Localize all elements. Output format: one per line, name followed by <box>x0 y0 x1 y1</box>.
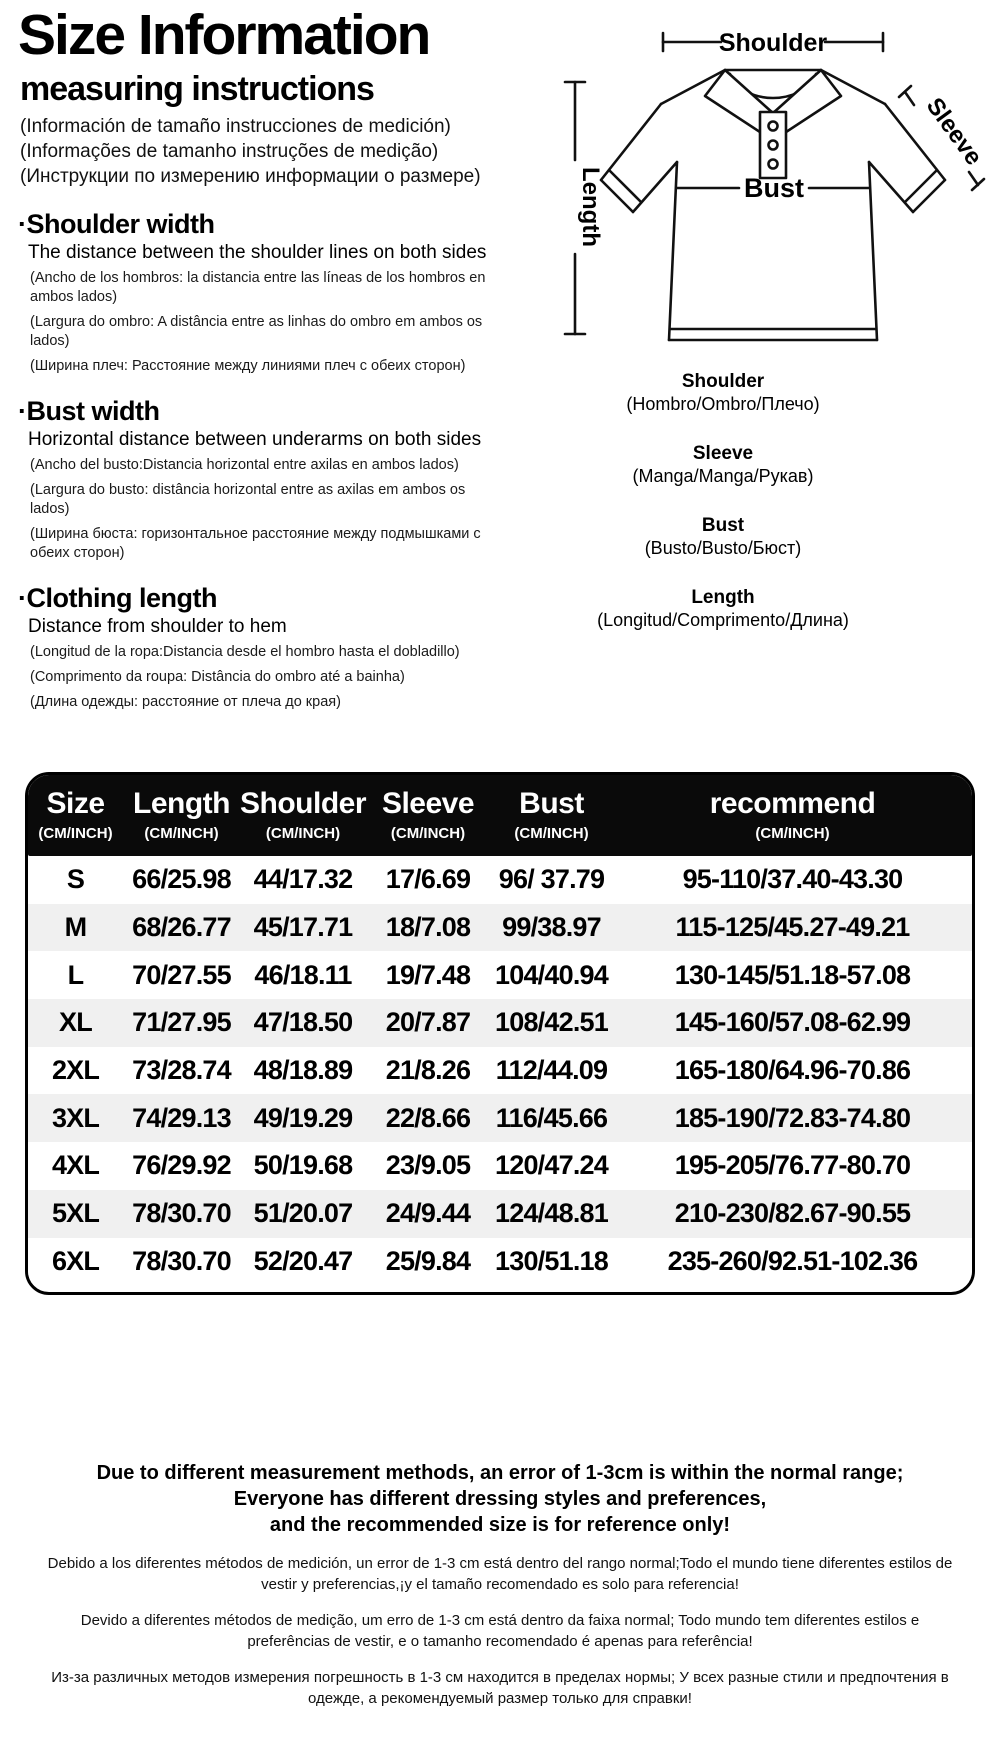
cell-size: 4XL <box>51 1150 100 1181</box>
header-label: Size <box>46 787 105 820</box>
cell-bust: 116/45.66 <box>495 1102 608 1133</box>
table-row-5xl <box>28 1190 972 1238</box>
header-cell-sleeve <box>366 786 490 843</box>
table-row-xl <box>28 999 972 1047</box>
table-row-4xl <box>28 1142 972 1190</box>
section-translation-es: (Longitud de la ropa:Distancia desde el hombro hasta el dobladillo) <box>30 644 460 660</box>
cell-sleeve: 19/7.48 <box>385 959 471 990</box>
header-label: Sleeve <box>381 787 475 820</box>
section-bust-width <box>18 396 542 563</box>
cell-recommend: 235-260/92.51-102.36 <box>667 1245 918 1276</box>
cell-size: 6XL <box>51 1245 100 1276</box>
instructions-column <box>18 4 542 718</box>
cell-sleeve: 18/7.08 <box>385 912 471 943</box>
note-english-line: and the recommended size is for reference only! <box>269 1514 731 1536</box>
header-cell-bust <box>490 786 613 843</box>
table-header <box>28 775 972 856</box>
cell-recommend: 145-160/57.08-62.99 <box>674 1007 911 1038</box>
cell-size: 5XL <box>51 1198 100 1229</box>
page-subtitle: measuring instructions <box>20 70 374 108</box>
diagram-length-label: Length <box>577 167 604 247</box>
cell-bust: 124/48.81 <box>495 1198 608 1229</box>
cell-bust: 112/44.09 <box>495 1055 608 1086</box>
legend-item-translations: (Manga/Manga/Рукав) <box>632 466 814 486</box>
page-title: Size Information <box>18 3 430 67</box>
polo-shirt-diagram <box>553 12 995 352</box>
table-row-2xl <box>28 1047 972 1095</box>
cell-size: M <box>64 912 87 943</box>
section-translation-ru: (Ширина плеч: Расстояние между линиями плеч с обеих сторон) <box>30 358 466 374</box>
section-description: The distance between the shoulder lines on both sides <box>28 242 487 263</box>
subtitle-translations <box>20 114 542 189</box>
diagram-column <box>553 12 995 658</box>
cell-bust: 130/51.18 <box>495 1245 608 1276</box>
diagram-bust-label: Bust <box>744 173 804 203</box>
header-unit-label: (CM/INCH) <box>265 825 341 842</box>
cell-sleeve: 23/9.05 <box>385 1150 471 1181</box>
table-row-3xl <box>28 1094 972 1142</box>
cell-bust: 120/47.24 <box>495 1150 608 1181</box>
section-translation-pt: (Comprimento da roupa: Distância do ombro até a bainha) <box>30 669 405 685</box>
header-label: Shoulder <box>240 787 367 820</box>
section-description: Horizontal distance between underarms on both sides <box>28 429 482 450</box>
cell-sleeve: 17/6.69 <box>385 864 471 895</box>
cell-recommend: 130-145/51.18-57.08 <box>674 959 911 990</box>
cell-length: 78/30.70 <box>132 1245 231 1276</box>
header-unit-label: (CM/INCH) <box>390 825 466 842</box>
section-title: ·Shoulder width <box>18 209 215 239</box>
header-unit-label: (CM/INCH) <box>755 825 830 842</box>
legend-item-name: Sleeve <box>692 443 754 464</box>
table-row-l <box>28 951 972 999</box>
header-cell-shoulder <box>240 786 366 843</box>
cell-sleeve: 20/7.87 <box>385 1007 471 1038</box>
legend-item-length <box>553 586 893 631</box>
cell-size: 3XL <box>51 1102 100 1133</box>
cell-length: 71/27.95 <box>132 1007 231 1038</box>
header-unit-label: (CM/INCH) <box>144 825 219 842</box>
cell-shoulder: 44/17.32 <box>253 864 353 895</box>
cell-shoulder: 45/17.71 <box>253 912 353 943</box>
cell-size: 2XL <box>51 1055 100 1086</box>
cell-recommend: 95-110/37.40-43.30 <box>682 864 903 895</box>
section-translation-es: (Ancho de los hombros: la distancia entre las líneas de los hombros en ambos lados) <box>30 270 486 305</box>
cell-size: S <box>66 864 85 895</box>
subtitle-translation-es: (Información de tamaño instrucciones de medición) <box>20 116 451 137</box>
section-title: ·Bust width <box>18 396 160 426</box>
section-description: Distance from shoulder to hem <box>28 616 287 637</box>
cell-recommend: 115-125/45.27-49.21 <box>675 912 910 943</box>
cell-recommend: 195-205/76.77-80.70 <box>674 1150 911 1181</box>
header-cell-size <box>28 786 123 843</box>
cell-sleeve: 22/8.66 <box>385 1102 471 1133</box>
legend-item-translations: (Busto/Busto/Бюст) <box>644 538 802 558</box>
legend-item-translations: (Longitud/Comprimento/Длина) <box>597 610 849 630</box>
cell-length: 76/29.92 <box>132 1150 231 1181</box>
cell-shoulder: 50/19.68 <box>253 1150 353 1181</box>
cell-size: XL <box>59 1007 92 1038</box>
header-unit-label: (CM/INCH) <box>514 825 589 842</box>
cell-length: 66/25.98 <box>132 864 231 895</box>
cell-length: 70/27.55 <box>132 959 231 990</box>
legend-item-translations: (Hombro/Ombro/Плечо) <box>626 394 820 414</box>
cell-length: 73/28.74 <box>132 1055 231 1086</box>
section-translation-es: (Ancho del busto:Distancia horizontal entre axilas en ambos lados) <box>30 457 459 473</box>
section-translation-pt: (Largura do busto: distância horizontal entre as axilas em ambos os lados) <box>30 482 466 517</box>
cell-shoulder: 51/20.07 <box>253 1198 353 1229</box>
note-english <box>0 1460 1000 1538</box>
footer-notes <box>0 1460 1000 1709</box>
header-unit-label: (CM/INCH) <box>38 825 113 842</box>
measurement-legend <box>553 370 893 631</box>
diagram-sleeve-label: Sleeve <box>920 92 988 171</box>
cell-shoulder: 52/20.47 <box>253 1245 353 1276</box>
note-spanish: Debido a los diferentes métodos de medición, un error de 1-3 cm está dentro del rango normal;Todo el mundo tiene diferentes estilos de vestir y preferencias,¡y el tamaño recomendado es solo para referencia! <box>47 1555 953 1593</box>
note-english-line: Due to different measurement methods, an error of 1-3cm is within the normal range; <box>96 1462 904 1484</box>
note-english-line: Everyone has different dressing styles and preferences, <box>233 1488 767 1510</box>
note-russian: Из-за различных методов измерения погрешность в 1-3 см находится в пределах нормы; У всех разные стили и предпочтения в одежде, а рекомендуемый размер только для справки! <box>51 1669 949 1707</box>
cell-recommend: 165-180/64.96-70.86 <box>674 1055 911 1086</box>
subtitle-translation-pt: (Informações de tamanho instruções de medição) <box>20 141 439 162</box>
cell-sleeve: 25/9.84 <box>385 1245 471 1276</box>
cell-length: 74/29.13 <box>132 1102 231 1133</box>
cell-recommend: 210-230/82.67-90.55 <box>674 1198 911 1229</box>
cell-shoulder: 46/18.11 <box>254 959 352 990</box>
size-table <box>25 772 975 1295</box>
header-cell-length <box>123 786 240 843</box>
cell-bust: 96/ 37.79 <box>498 864 605 895</box>
section-translation-ru: (Ширина бюста: горизонтальное расстояние между подмышками с обеих сторон) <box>30 526 481 561</box>
legend-item-shoulder <box>553 370 893 415</box>
header-cell-recommend <box>613 786 972 843</box>
section-shoulder-width <box>18 209 542 376</box>
section-translation-pt: (Largura do ombro: A distância entre as linhas do ombro em ambos os lados) <box>30 314 483 349</box>
section-title: ·Clothing length <box>18 583 217 613</box>
cell-length: 78/30.70 <box>132 1198 231 1229</box>
cell-shoulder: 47/18.50 <box>253 1007 353 1038</box>
table-body <box>28 856 972 1285</box>
cell-size: L <box>67 959 84 990</box>
legend-item-name: Shoulder <box>681 371 765 392</box>
cell-bust: 104/40.94 <box>495 959 608 990</box>
cell-shoulder: 48/18.89 <box>253 1055 353 1086</box>
legend-item-name: Bust <box>701 515 745 536</box>
table-row-m <box>28 904 972 952</box>
header-label: recommend <box>709 787 876 820</box>
section-clothing-length <box>18 583 542 712</box>
cell-shoulder: 49/19.29 <box>253 1102 353 1133</box>
legend-item-bust <box>553 514 893 559</box>
cell-length: 68/26.77 <box>132 912 231 943</box>
header-label: Bust <box>519 787 584 820</box>
section-translation-ru: (Длина одежды: расстояние от плеча до края) <box>30 694 341 710</box>
legend-item-name: Length <box>691 587 755 608</box>
note-portuguese: Devido a diferentes métodos de medição, um erro de 1-3 cm está dentro da faixa normal; Todo mundo tem diferentes estilos e preferências de vestir, e o tamanho recomendado é apenas para referência! <box>80 1612 920 1650</box>
cell-bust: 99/38.97 <box>502 912 601 943</box>
table-row-6xl <box>28 1238 972 1286</box>
header-label: Length <box>133 787 230 820</box>
table-row-s <box>28 856 972 904</box>
cell-sleeve: 24/9.44 <box>385 1198 471 1229</box>
diagram-shoulder-label: Shoulder <box>718 29 828 57</box>
cell-bust: 108/42.51 <box>495 1007 608 1038</box>
shirt-outline <box>601 70 945 340</box>
cell-recommend: 185-190/72.83-74.80 <box>674 1102 911 1133</box>
subtitle-translation-ru: (Инструкции по измерению информации о размере) <box>20 166 481 187</box>
cell-sleeve: 21/8.26 <box>385 1055 471 1086</box>
legend-item-sleeve <box>553 442 893 487</box>
